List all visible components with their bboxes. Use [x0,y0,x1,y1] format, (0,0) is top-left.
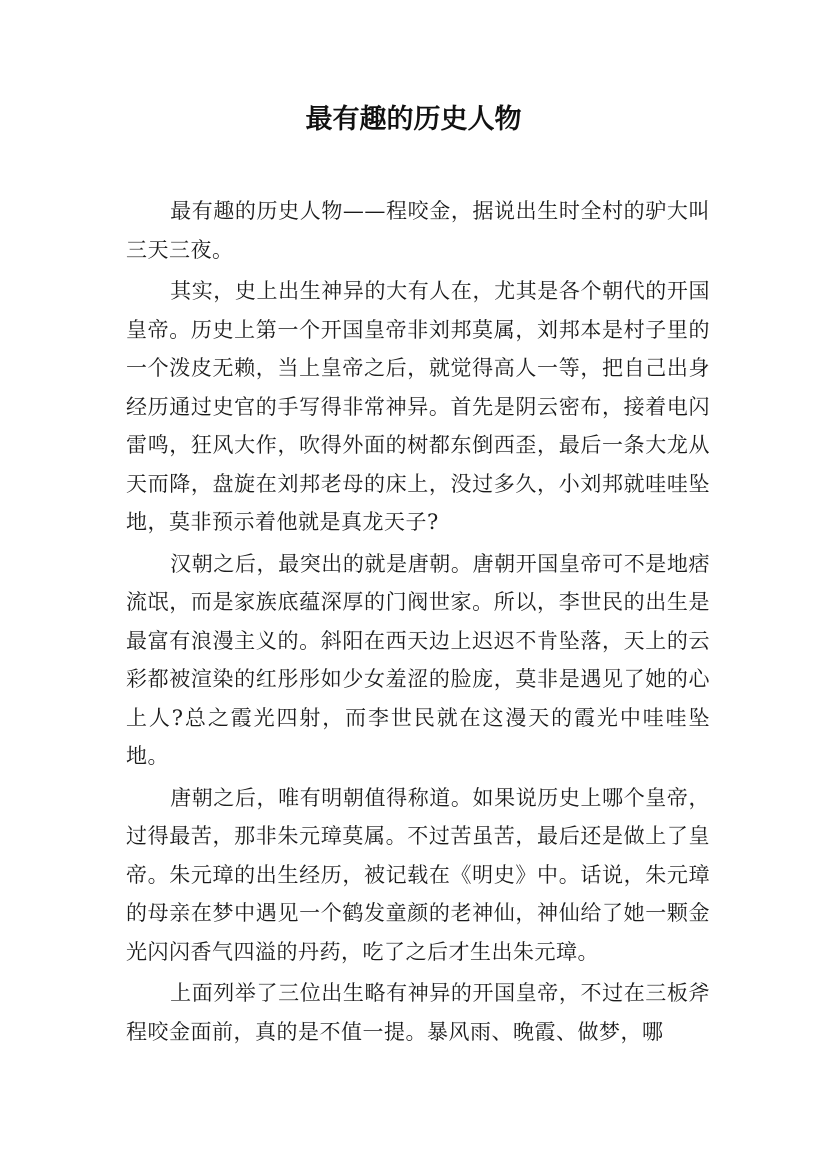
paragraph-1: 最有趣的历史人物——程咬金，据说出生时全村的驴大叫三天三夜。 [126,199,710,262]
paragraph-4: 唐朝之后，唯有明朝值得称道。如果说历史上哪个皇帝，过得最苦，那非朱元璋莫属。不过苦虽苦，最后还是做上了皇帝。朱元璋的出生经历，被记载在《明史》中。话说，朱元璋的母亲在梦中遇见一个鹤发童颜的老神仙，神仙给了她一颗金光闪闪香气四溢的丹药，吃了之后才生出朱元璋。 [126,785,710,964]
document-body [126,192,710,1054]
page-title: 最有趣的历史人物 [305,104,522,135]
paragraph-5: 上面列举了三位出生略有神异的开国皇帝，不过在三板斧程咬金面前，真的是不值一提。暴风雨、晚霞、做梦，哪 [126,981,710,1044]
paragraph-2: 其实，史上出生神异的大有人在，尤其是各个朝代的开国皇帝。历史上第一个开国皇帝非刘邦莫属，刘邦本是村子里的一个泼皮无赖，当上皇帝之后，就觉得高人一等，把自己出身经历通过史官的手写得非常神异。首先是阴云密布，接着电闪雷鸣，狂风大作，吹得外面的树都东倒西歪，最后一条大龙从天而降，盘旋在刘邦老母的床上，没过多久，小刘邦就哇哇坠地，莫非预示着他就是真龙天子? [126,279,710,534]
paragraph-3: 汉朝之后，最突出的就是唐朝。唐朝开国皇帝可不是地痞流氓，而是家族底蕴深厚的门阀世家。所以，李世民的出生是最富有浪漫主义的。斜阳在西天边上迟迟不肯坠落，天上的云彩都被渲染的红彤彤如少女羞涩的脸庞，莫非是遇见了她的心上人?总之霞光四射，而李世民就在这漫天的霞光中哇哇坠地。 [126,551,710,768]
